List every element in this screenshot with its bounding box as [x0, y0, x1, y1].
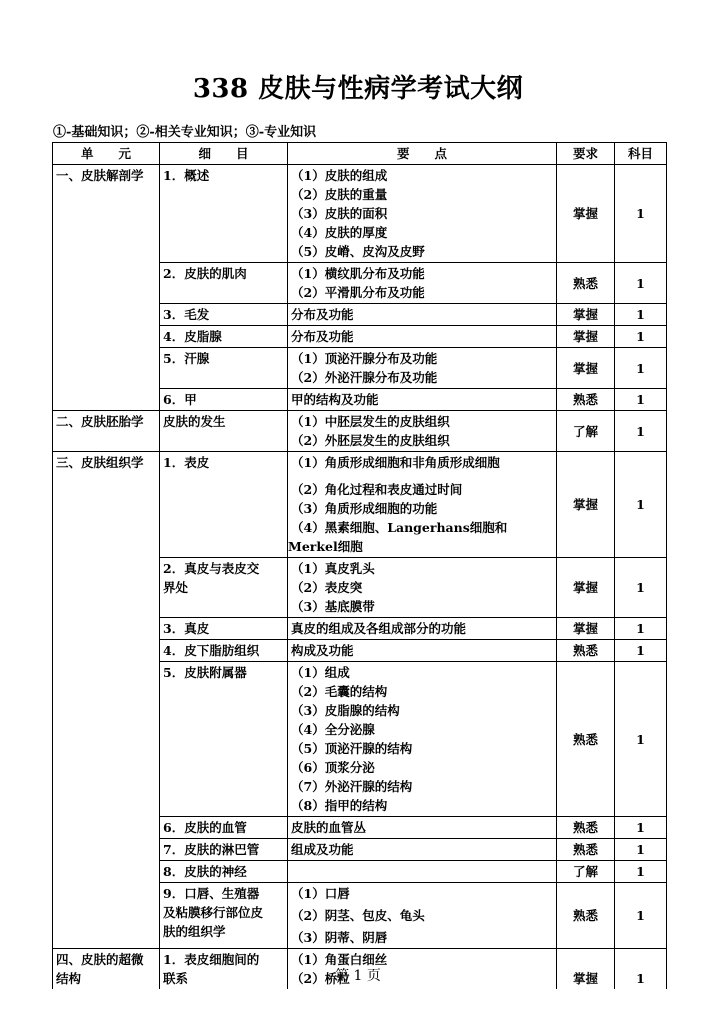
subject-cell: 1 — [615, 411, 667, 452]
unit-cell: 一、皮肤解剖学 — [53, 165, 160, 411]
requirement-cell: 熟悉 — [557, 817, 615, 839]
points-cell: （1）横纹肌分布及功能 （2）平滑肌分布及功能 — [288, 263, 557, 304]
points-cell: 构成及功能 — [288, 640, 557, 662]
table-row — [53, 452, 667, 558]
points-cell: （1）角质形成细胞和非角质形成细胞 （2）角化过程和表皮通过时间 （3）角质形成细胞的功能 （4）黑素细胞、Langerhans细胞和 Merkel细胞 — [288, 452, 557, 558]
header-subject: 科目 — [615, 143, 667, 165]
requirement-cell: 了解 — [557, 411, 615, 452]
subject-cell: 1 — [615, 348, 667, 389]
requirement-cell: 熟悉 — [557, 662, 615, 817]
requirement-cell: 掌握 — [557, 452, 615, 558]
table-row — [53, 411, 667, 452]
subject-cell: 1 — [615, 662, 667, 817]
item-cell: 7．皮肤的淋巴管 — [160, 839, 288, 861]
item-cell: 1．概述 — [160, 165, 288, 263]
requirement-cell: 掌握 — [557, 326, 615, 348]
item-cell: 8．皮肤的神经 — [160, 861, 288, 883]
table-row — [53, 165, 667, 263]
requirement-cell: 掌握 — [557, 165, 615, 263]
subject-cell: 1 — [615, 263, 667, 304]
requirement-cell: 掌握 — [557, 618, 615, 640]
points-cell: （1）角蛋白细丝 （2）桥粒 — [288, 949, 557, 990]
item-cell: 5．皮肤附属器 — [160, 662, 288, 817]
item-cell: 2．皮肤的肌肉 — [160, 263, 288, 304]
requirement-cell: 熟悉 — [557, 839, 615, 861]
points-cell: （1）中胚层发生的皮肤组织 （2）外胚层发生的皮肤组织 — [288, 411, 557, 452]
subject-cell: 1 — [615, 304, 667, 326]
item-cell: 4．皮脂腺 — [160, 326, 288, 348]
points-cell: （1）皮肤的组成 （2）皮肤的重量 （3）皮肤的面积 （4）皮肤的厚度 （5）皮嵴、皮沟及皮野 — [288, 165, 557, 263]
item-cell: 1．表皮细胞间的 联系 — [160, 949, 288, 990]
unit-cell: 二、皮肤胚胎学 — [53, 411, 160, 452]
subject-cell: 1 — [615, 861, 667, 883]
unit-cell: 四、皮肤的超微 结构 — [53, 949, 160, 990]
requirement-cell: 熟悉 — [557, 883, 615, 949]
header-item: 细 目 — [160, 143, 288, 165]
legend: ①-基础知识；②-相关专业知识；③-专业知识 — [53, 125, 317, 140]
subject-cell: 1 — [615, 883, 667, 949]
subject-cell: 1 — [615, 558, 667, 618]
requirement-cell: 了解 — [557, 861, 615, 883]
requirement-cell: 掌握 — [557, 348, 615, 389]
page-number: 第 1 页 — [335, 968, 381, 984]
subject-cell: 1 — [615, 949, 667, 990]
item-cell: 4．皮下脂肪组织 — [160, 640, 288, 662]
syllabus-table — [52, 142, 667, 989]
requirement-cell: 掌握 — [557, 949, 615, 990]
header-points: 要 点 — [288, 143, 557, 165]
subject-cell: 1 — [615, 452, 667, 558]
item-cell: 6．皮肤的血管 — [160, 817, 288, 839]
points-cell: 分布及功能 — [288, 326, 557, 348]
item-cell: 6．甲 — [160, 389, 288, 411]
subject-cell: 1 — [615, 326, 667, 348]
points-cell: 甲的结构及功能 — [288, 389, 557, 411]
item-cell: 3．真皮 — [160, 618, 288, 640]
header-row — [53, 143, 667, 165]
subject-cell: 1 — [615, 839, 667, 861]
points-cell: 真皮的组成及各组成部分的功能 — [288, 618, 557, 640]
header-requirement: 要求 — [557, 143, 615, 165]
points-cell: 组成及功能 — [288, 839, 557, 861]
header-unit: 单 元 — [53, 143, 160, 165]
subject-cell: 1 — [615, 618, 667, 640]
requirement-cell: 掌握 — [557, 558, 615, 618]
item-cell: 3．毛发 — [160, 304, 288, 326]
subject-cell: 1 — [615, 389, 667, 411]
item-cell: 2．真皮与表皮交 界处 — [160, 558, 288, 618]
requirement-cell: 掌握 — [557, 304, 615, 326]
requirement-cell: 熟悉 — [557, 389, 615, 411]
unit-cell: 三、皮肤组织学 — [53, 452, 160, 949]
points-cell: （1）口唇 （2）阴茎、包皮、龟头 （3）阴蒂、阴唇 — [288, 883, 557, 949]
points-cell: （1）真皮乳头 （2）表皮突 （3）基底膜带 — [288, 558, 557, 618]
points-cell — [288, 861, 557, 883]
points-cell: （1）顶泌汗腺分布及功能 （2）外泌汗腺分布及功能 — [288, 348, 557, 389]
page-title: 338 皮肤与性病学考试大纲 — [192, 74, 524, 104]
item-cell: 9．口唇、生殖器 及粘膜移行部位皮 肤的组织学 — [160, 883, 288, 949]
item-cell: 皮肤的发生 — [160, 411, 288, 452]
points-cell: （1）组成 （2）毛囊的结构 （3）皮脂腺的结构 （4）全分泌腺 （5）顶泌汗腺的结构 （6）顶浆分泌 （7）外泌汗腺的结构 （8）指甲的结构 — [288, 662, 557, 817]
item-cell: 5．汗腺 — [160, 348, 288, 389]
points-cell: 分布及功能 — [288, 304, 557, 326]
requirement-cell: 熟悉 — [557, 263, 615, 304]
item-cell: 1．表皮 — [160, 452, 288, 558]
points-cell: 皮肤的血管丛 — [288, 817, 557, 839]
requirement-cell: 熟悉 — [557, 640, 615, 662]
subject-cell: 1 — [615, 817, 667, 839]
subject-cell: 1 — [615, 640, 667, 662]
subject-cell: 1 — [615, 165, 667, 263]
